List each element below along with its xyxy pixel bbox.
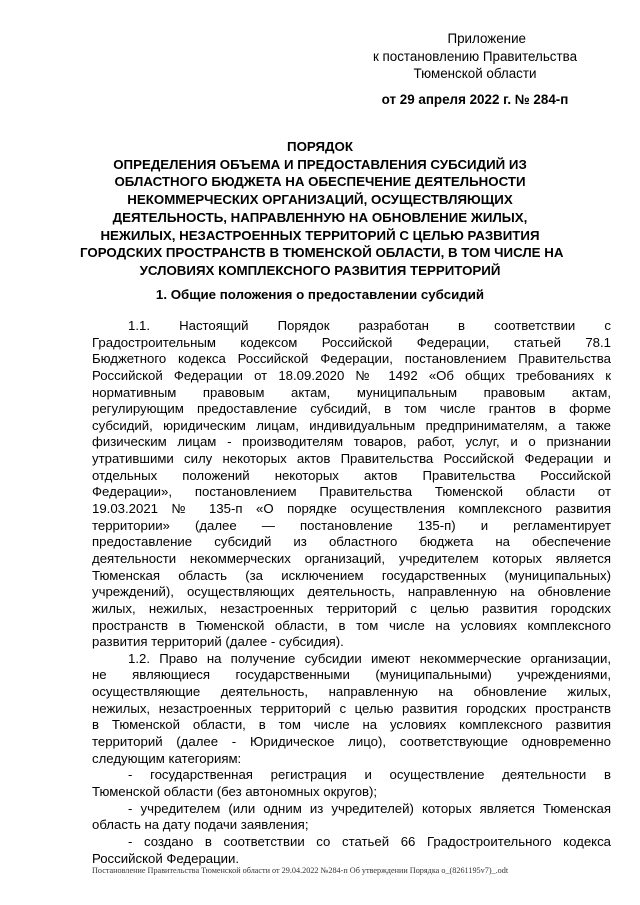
body-line: Бюджетного кодекса Российской Федерации, постановлением Правительства	[92, 351, 611, 367]
body-text	[92, 318, 611, 867]
body-line: пространств в Тюменской области, в том числе на условиях комплексного	[92, 617, 611, 633]
body-line: Тюменской области (без автономных округов);	[92, 783, 378, 799]
body-line: регулирующим предоставление субсидий, в том числе грантов в форме	[92, 401, 611, 417]
title-line: ОБЛАСТНОГО БЮДЖЕТА НА ОБЕСПЕЧЕНИЕ ДЕЯТЕЛЬНОСТИ	[114, 174, 526, 190]
body-line: учреждений), осуществляющих деятельность, направленную на обновление	[92, 584, 611, 600]
body-line: в Тюменской области, в том числе на условиях комплексного развития	[92, 717, 611, 733]
title-line: НЕЖИЛЫХ, НЕЗАСТРОЕННЫХ ТЕРРИТОРИЙ С ЦЕЛЬЮ РАЗВИТИЯ	[100, 227, 540, 243]
document-title	[80, 138, 564, 280]
body-line: жилых, нежилых, незастроенных территорий с целью развития городских	[92, 600, 611, 616]
body-line: Градостроительным кодексом Российской Федерации, статьей 78.1	[92, 334, 611, 350]
body-line: отдельных положений некоторых актов Правительства Российской	[92, 467, 611, 483]
body-line: - государственная регистрация и осуществление деятельности в	[128, 767, 611, 783]
body-line: деятельности некоммерческих организаций, учредителем которых является	[92, 550, 611, 566]
file-footer: Постановление Правительства Тюменской области от 29.04.2022 №284-п Об утверждении Порядка о_(8261195v7)_.odt	[92, 866, 509, 875]
appendix-region: Тюменской области	[413, 66, 537, 81]
body-line: 1.2. Право на получение субсидии имеют некоммерческие организации,	[128, 650, 611, 666]
body-line: субсидий, юридическим лицам, индивидуальным предпринимателям, а также	[92, 417, 611, 433]
body-line: Российской Федерации от 18.09.2020 № 1492 «Об общих требованиях к	[92, 367, 611, 383]
body-line: - учредителем (или одним из учредителей) которых является Тюменская	[128, 800, 611, 816]
title-line: ОПРЕДЕЛЕНИЯ ОБЪЕМА И ПРЕДОСТАВЛЕНИЯ СУБСИДИЙ ИЗ	[113, 156, 527, 172]
body-line: Российской Федерации.	[92, 850, 240, 866]
body-line: Федерации», постановлением Правительства Тюменской области от	[92, 484, 611, 500]
body-line: Тюменская область (за исключением государственных (муниципальных)	[92, 567, 611, 583]
title-line: НЕКОММЕРЧЕСКИХ ОРГАНИЗАЦИЙ, ОСУЩЕСТВЛЯЮЩИХ	[127, 192, 513, 208]
body-line: 19.03.2021 № 135-п «О порядке осуществления комплексного развития	[92, 501, 611, 517]
title-line: УСЛОВИЯХ КОМПЛЕКСНОГО РАЗВИТИЯ ТЕРРИТОРИЙ	[139, 262, 501, 278]
appendix-resolution-ref: к постановлению Правительства	[372, 48, 578, 64]
appendix-label: Приложение	[447, 31, 526, 46]
body-line: не являющиеся государственными (муниципальными) учреждениями,	[92, 667, 611, 683]
section-heading: 1. Общие положения о предоставлении субсидий	[155, 287, 485, 302]
body-line: нормативным правовым актам, муниципальным правовым актам,	[92, 384, 611, 400]
body-line: предоставление субсидий из областного бюджета на обеспечение	[92, 534, 611, 550]
body-line: область на дату подачи заявления;	[92, 817, 309, 833]
body-line: следующим категориям:	[92, 750, 242, 766]
title-line: ГОРОДСКИХ ПРОСТРАНСТВ В ТЮМЕНСКОЙ ОБЛАСТИ, В ТОМ ЧИСЛЕ НА	[80, 245, 564, 261]
body-line: нежилых, незастроенных территорий с целью развития городских пространств	[92, 700, 611, 716]
appendix-date-number: от 29 апреля 2022 г. № 284-п	[381, 91, 569, 107]
body-line: развития территорий (далее - субсидия).	[92, 634, 344, 650]
body-line: территорий (далее - Юридическое лицо), соответствующие одновременно	[92, 734, 611, 750]
title-line: ПОРЯДОК	[287, 139, 353, 154]
body-line: 1.1. Настоящий Порядок разработан в соответствии с	[128, 318, 611, 333]
title-line: ДЕЯТЕЛЬНОСТЬ, НАПРАВЛЕННУЮ НА ОБНОВЛЕНИЕ ЖИЛЫХ,	[112, 209, 528, 225]
body-line: территории» (далее — постановление 135-п) и регламентирует	[92, 517, 611, 533]
body-line: осуществляющие деятельность, направленную на обновление жилых,	[92, 684, 611, 700]
body-line: - создано в соответствии со статьей 66 Градостроительного кодекса	[128, 833, 611, 849]
body-line: физическим лицам - производителям товаров, работ, услуг, и о признании	[92, 434, 611, 450]
body-line: утратившими силу некоторых актов Правительства Российской Федерации и	[92, 451, 611, 467]
appendix-header	[310, 30, 640, 108]
